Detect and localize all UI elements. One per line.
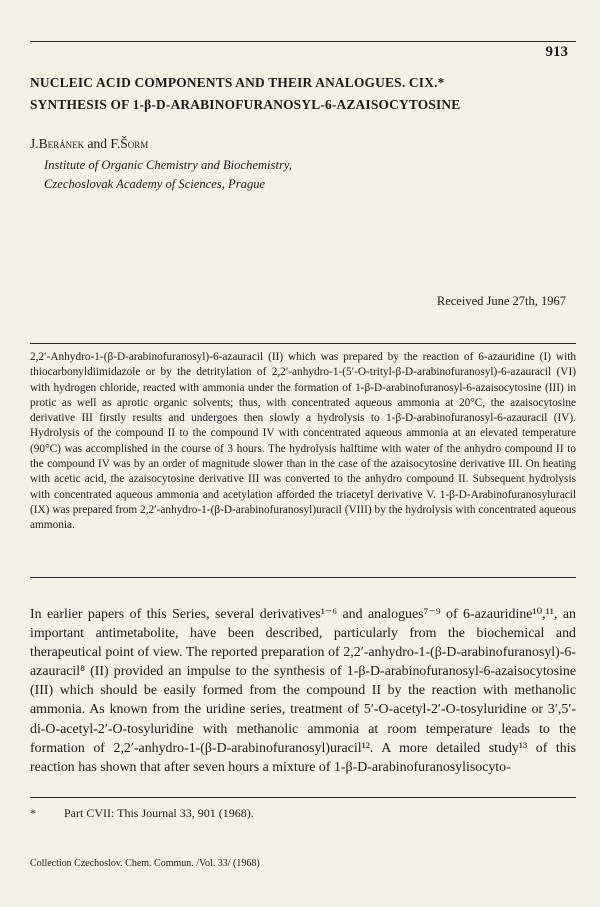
abstract (30, 350, 576, 534)
journal-footer: Collection Czechoslov. Chem. Commun. /Vol. 33/ (1968) (30, 858, 260, 869)
received-date: Received June 27th, 1967 (436, 294, 566, 308)
body-text (30, 605, 576, 777)
author-2-initial: F. (110, 136, 121, 151)
footnote-text: Part CVII: This Journal 33, 901 (1968). (64, 806, 254, 820)
abstract-text: 2,2′-Anhydro-1-(β-D-arabinofuranosyl)-6-azauracil (II) which was prepared by the reaction of 6-azauridine (I) with thiocarbonyldiimidazole or by the detritylation of 2,2′-anhydro-1-(5′-O-trityl-β-D-arabinofuranosyl)-6-azauracil (VI) with hydrogen chloride, reacted with ammonia under the formation of 1-β-D-arabinofuranosyl-6-azaisocytosine (III) in protic as well as aprotic organic solvents; thus, with concentrated aqueous ammonia at 20°C, the azaisocytosine derivative III firstly results and undergoes then slowly a hydrolysis to 1-β-D-arabinofuranosyl-6-azauracil (IV). Hydrolysis of the compound II to the compound IV with concentrated aqueous ammonia at an elevated temperature (90°C) was accomplished in the course of 3 hours. The hydrolysis halftime with water of the anhydro compound II to the compound IV was by an order of magnitude slower than in the case of the azaisocytosine derivative III. On heating with acetic acid, the azaisocytosine derivative III was converted to the anhydro compound II. Subsequent hydrolysis with concentrated aqueous ammonia and acetylation afforded the triacetyl derivative V. 1-β-D-Arabinofuranosyluracil (IX) was prepared from 2,2′-anhydro-1-(β-D-arabinofuranosyl)uracil (VIII) by the hydrolysis with concentrated aqueous ammonia. (30, 351, 576, 532)
footnote-marker: * (30, 806, 36, 820)
page-number: 913 (545, 44, 568, 60)
title-line-1: NUCLEIC ACID COMPONENTS AND THEIR ANALOGUES. CIX.* (30, 75, 445, 90)
author-2-surname: Šorm (120, 136, 149, 151)
footnote-rule (30, 797, 576, 798)
footnote (30, 806, 254, 821)
abstract-top-rule (30, 343, 576, 344)
author-1-surname: Beránek (38, 136, 85, 151)
affiliation (44, 156, 292, 194)
affiliation-line-2: Czechoslovak Academy of Sciences, Prague (44, 177, 266, 191)
authors-conjunction: and (84, 136, 111, 151)
title-line-2: SYNTHESIS OF 1-β-D-ARABINOFURANOSYL-6-AZAISOCYTOSINE (30, 97, 461, 112)
affiliation-line-1: Institute of Organic Chemistry and Biochemistry, (44, 158, 292, 172)
body-paragraph: In earlier papers of this Series, several derivatives¹⁻⁶ and analogues⁷⁻⁹ of 6-azauridine¹⁰,¹¹, an important antimetabolite, have been described, particularly from the biochemical and therapeutical point of view. The reported preparation of 2,2′-anhydro-1-(β-D-arabinofuranosyl)-6-azauracil⁸ (II) provided an impulse to the synthesis of 1-β-D-arabinofuranosyl-6-azaisocytosine (III) which should be easily formed from the compound II by the reaction with methanolic ammonia. As known from the uridine series, treatment of 5′-O-acetyl-2′-O-tosyluridine or 3′,5′-di-O-acetyl-2′-O-tosyluridine with methanolic ammonia at room temperature leads to the formation of 2,2′-anhydro-1-(β-D-arabinofuranosyl)uracil¹². A more detailed study¹³ of this reaction has shown that after seven hours a mixture of 1-β-D-arabinofuranosylisocyto- (30, 607, 576, 775)
authors (30, 136, 148, 152)
author-1-initial: J. (30, 136, 39, 151)
article-title (30, 72, 576, 116)
abstract-bottom-rule (30, 577, 576, 578)
header-rule (30, 41, 576, 42)
